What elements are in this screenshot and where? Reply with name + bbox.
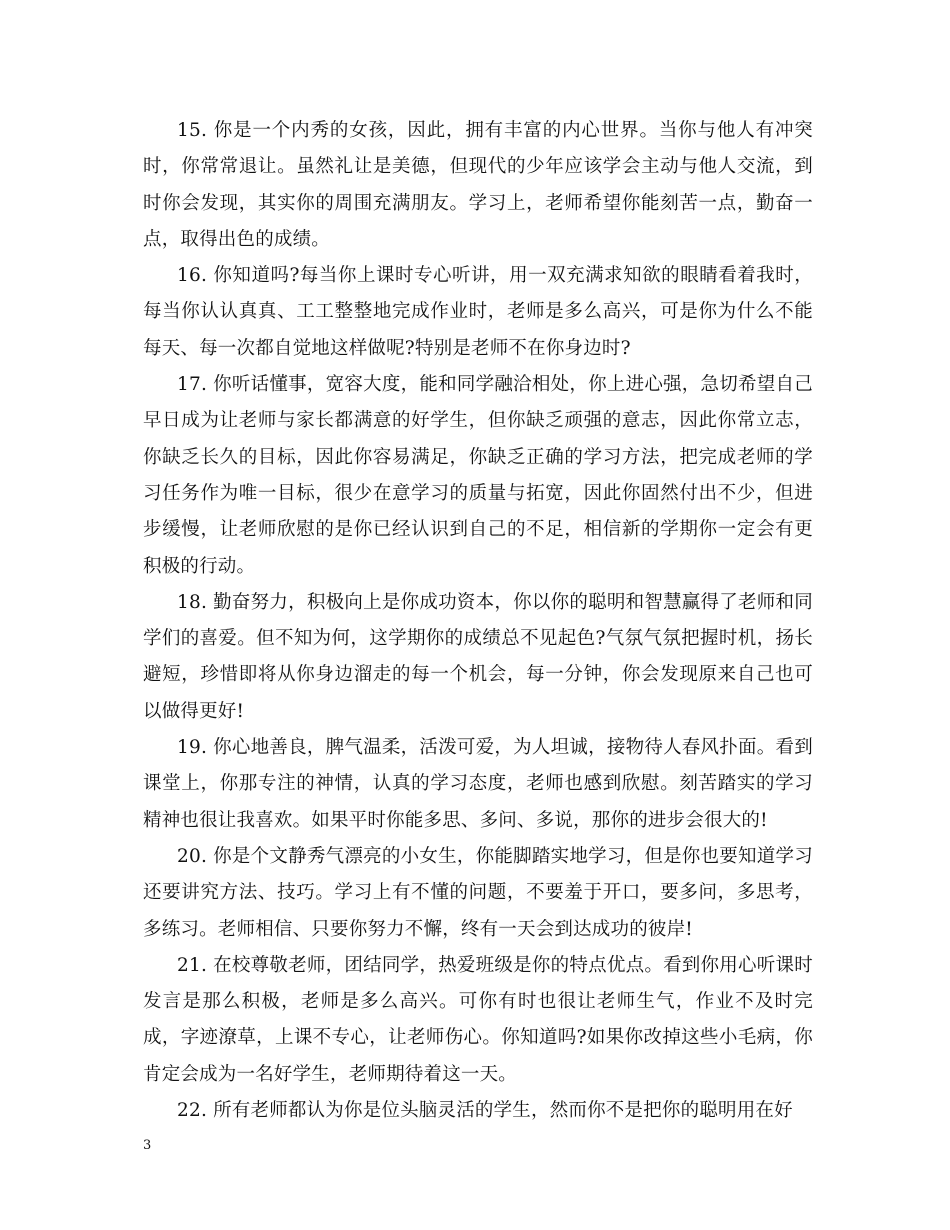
- paragraph-18: 18. 勤奋努力，积极向上是你成功资本，你以你的聪明和智慧赢得了老师和同学们的喜爱。但不知为何，这学期你的成绩总不见起色?气氛气氛把握时机，扬长避短，珍惜即将从你身边溜走的每一个机会，每一分钟，你会发现原来自己也可以做得更好!: [143, 591, 813, 722]
- paragraph-15: 15. 你是一个内秀的女孩，因此，拥有丰富的内心世界。当你与他人有冲突时，你常常退让。虽然礼让是美德，但现代的少年应该学会主动与他人交流，到时你会发现，其实你的周围充满朋友。学习上，老师希望你能刻苦一点，勤奋一点，取得出色的成绩。: [143, 120, 813, 250]
- paragraph-22: 22. 所有老师都认为你是位头脑灵活的学生，然而你不是把你的聪明用在好: [177, 1100, 793, 1122]
- paragraph-17: 17. 你听话懂事，宽容大度，能和同学融洽相处，你上进心强，急切希望自己早日成为让老师与家长都满意的好学生，但你缺乏顽强的意志，因此你常立志，你缺乏长久的目标，因此你容易满足，你缺乏正确的学习方法，把完成老师的学习任务作为唯一目标，很少在意学习的质量与拓宽，因此你固然付出不少，但进步缓慢，让老师欣慰的是你已经认识到自己的不足，相信新的学期你一定会有更积极的行动。: [143, 374, 813, 577]
- paragraph-19: 19. 你心地善良，脾气温柔，活泼可爱，为人坦诚，接物待人春风扑面。看到课堂上，你那专注的神情，认真的学习态度，老师也感到欣慰。刻苦踏实的学习精神也很让我喜欢。如果平时你能多思、多问、多说，那你的进步会很大的!: [143, 737, 813, 831]
- paragraph-21: 21. 在校尊敬老师，团结同学，热爱班级是你的特点优点。看到你用心听课时发言是那么积极，老师是多么高兴。可你有时也很让老师生气，作业不及时完成，字迹潦草，上课不专心，让老师伤心。你知道吗?如果你改掉这些小毛病，你肯定会成为一名好学生，老师期待着这一天。: [143, 954, 813, 1085]
- page-number: 3: [143, 1138, 152, 1153]
- paragraph-16: 16. 你知道吗?每当你上课时专心听讲，用一双充满求知欲的眼睛看着我时，每当你认认真真、工工整整地完成作业时，老师是多么高兴，可是你为什么不能每天、每一次都自觉地这样做呢?特别是老师不在你身边时?: [143, 265, 813, 359]
- document-body: [143, 113, 813, 1129]
- paragraph-20: 20. 你是个文静秀气漂亮的小女生，你能脚踏实地学习，但是你也要知道学习还要讲究方法、技巧。学习上有不懂的问题，不要羞于开口，要多问，多思考，多练习。老师相信、只要你努力不懈，终有一天会到达成功的彼岸!: [143, 845, 813, 940]
